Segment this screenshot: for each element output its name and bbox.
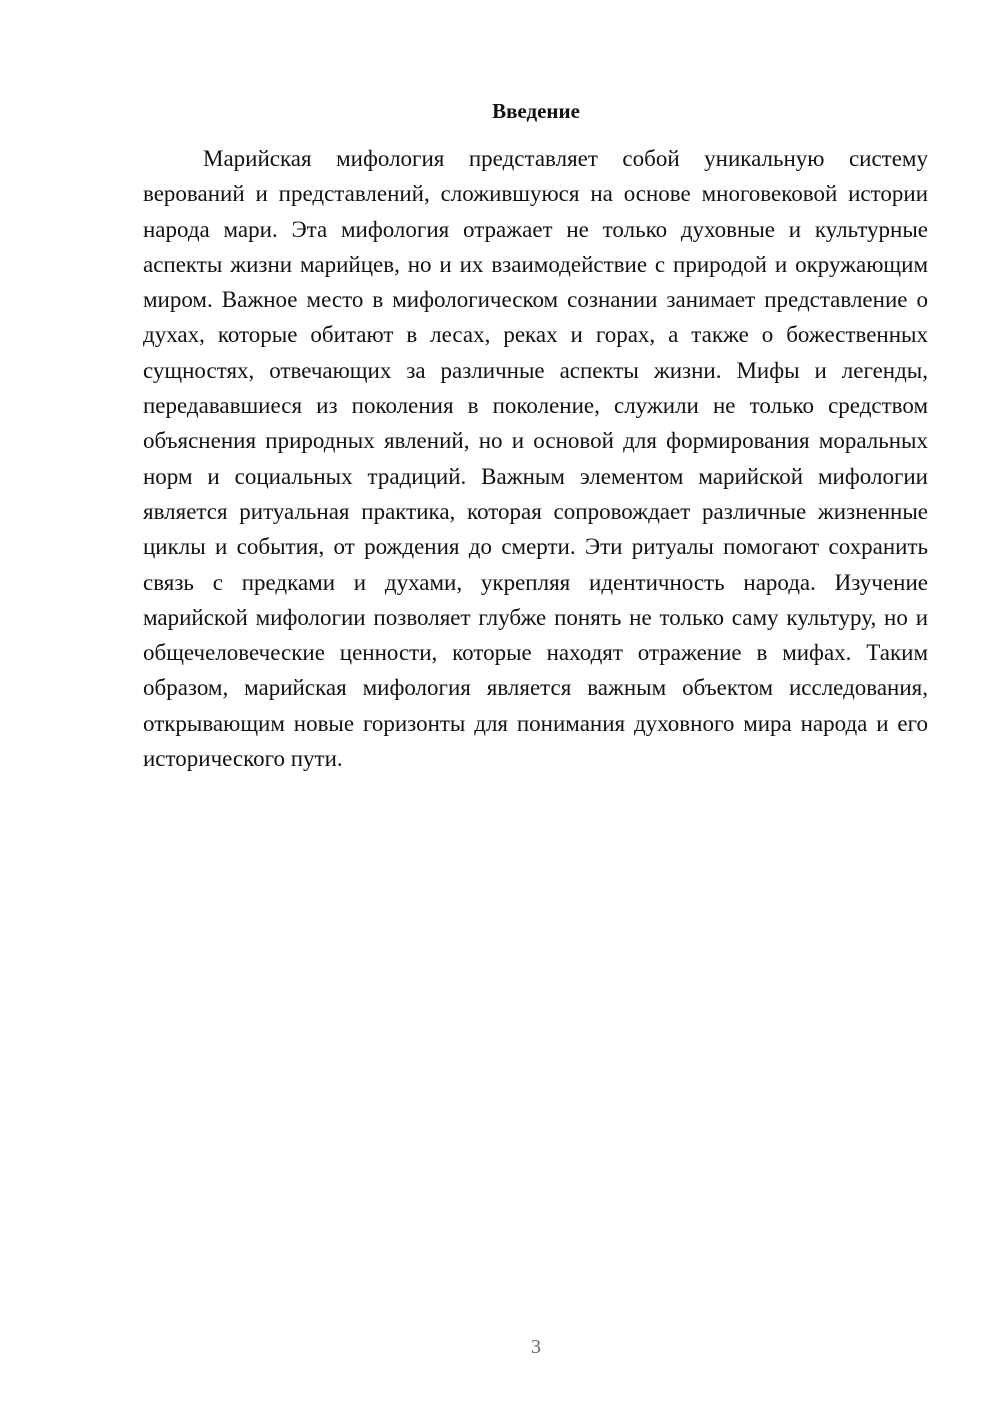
page-title: Введение	[492, 99, 580, 123]
page-number: 3	[531, 1336, 541, 1358]
body-paragraph: Марийская мифология представляет собой уникальную систему верований и представлений, сложившуюся на основе многовековой истории народа мари. Эта мифология отражает не только духовные и культурные аспекты жизни марийцев, но и их взаимодействие с природой и окружающим миром. Важное место в мифологическом сознании занимает представление о духах, которые обитают в лесах, реках и горах, а также о божественных сущностях, отвечающих за различные аспекты жизни. Мифы и легенды, передававшиеся из поколения в поколение, служили не только средством объяснения природных явлений, но и основой для формирования моральных норм и социальных традиций. Важным элементом марийской мифологии является ритуальная практика, которая сопровождает различные жизненные циклы и события, от рождения до смерти. Эти ритуалы помогают сохранить связь с предками и духами, укрепляя идентичность народа. Изучение марийской мифологии позволяет глубже понять не только саму культуру, но и общечеловеческие ценности, которые находят отражение в мифах. Таким образом, марийская мифология является важным объектом исследования, открывающим новые горизонты для понимания духовного мира народа и его исторического пути.	[143, 146, 928, 772]
